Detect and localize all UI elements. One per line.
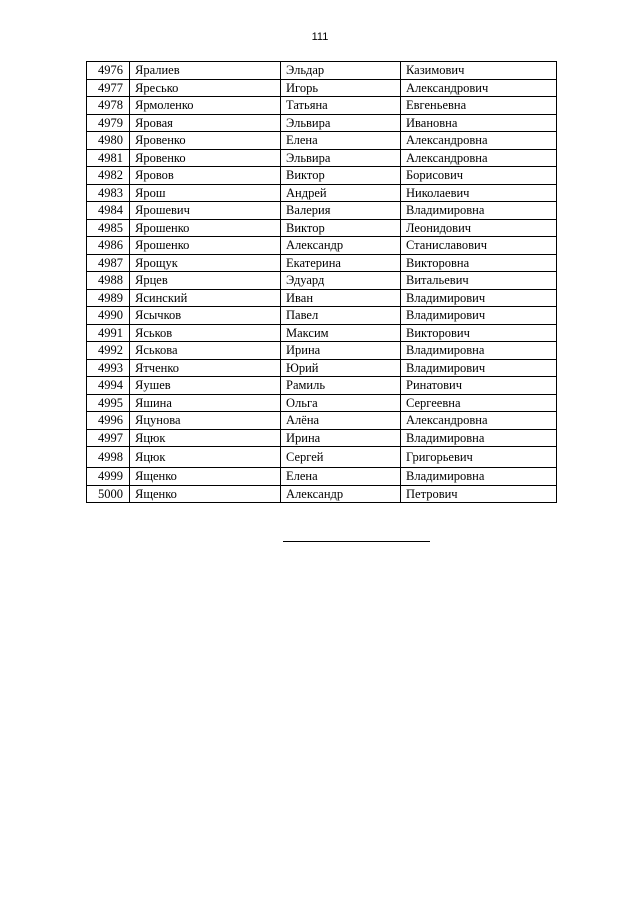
patronymic-cell: Викторовна <box>401 254 557 272</box>
table-row <box>87 289 557 307</box>
first-name-cell: Игорь <box>281 79 401 97</box>
patronymic-cell: Борисович <box>401 167 557 185</box>
row-number-cell: 4984 <box>87 202 130 220</box>
surname-cell: Яцюк <box>130 429 281 447</box>
registry-body <box>87 62 557 503</box>
first-name-cell: Александр <box>281 485 401 503</box>
row-number-cell: 4993 <box>87 359 130 377</box>
table-row <box>87 377 557 395</box>
first-name-cell: Алёна <box>281 412 401 430</box>
surname-cell: Ярошевич <box>130 202 281 220</box>
surname-cell: Яровенко <box>130 149 281 167</box>
patronymic-cell: Евгеньевна <box>401 97 557 115</box>
first-name-cell: Ольга <box>281 394 401 412</box>
first-name-cell: Юрий <box>281 359 401 377</box>
first-name-cell: Павел <box>281 307 401 325</box>
first-name-cell: Эльвира <box>281 149 401 167</box>
table-row <box>87 149 557 167</box>
surname-cell: Ярошенко <box>130 237 281 255</box>
first-name-cell: Ирина <box>281 429 401 447</box>
row-number-cell: 4997 <box>87 429 130 447</box>
patronymic-cell: Сергеевна <box>401 394 557 412</box>
table-row <box>87 184 557 202</box>
row-number-cell: 4989 <box>87 289 130 307</box>
table-row <box>87 468 557 486</box>
first-name-cell: Александр <box>281 237 401 255</box>
patronymic-cell: Александровна <box>401 412 557 430</box>
patronymic-cell: Казимович <box>401 62 557 80</box>
patronymic-cell: Леонидович <box>401 219 557 237</box>
first-name-cell: Екатерина <box>281 254 401 272</box>
first-name-cell: Татьяна <box>281 97 401 115</box>
row-number-cell: 4995 <box>87 394 130 412</box>
row-number-cell: 4976 <box>87 62 130 80</box>
table-row <box>87 114 557 132</box>
patronymic-cell: Владимировна <box>401 202 557 220</box>
first-name-cell: Рамиль <box>281 377 401 395</box>
table-row <box>87 272 557 290</box>
table-row <box>87 237 557 255</box>
row-number-cell: 4978 <box>87 97 130 115</box>
table-row <box>87 485 557 503</box>
row-number-cell: 4992 <box>87 342 130 360</box>
table-row <box>87 324 557 342</box>
table-row <box>87 79 557 97</box>
table-row <box>87 202 557 220</box>
surname-cell: Ятченко <box>130 359 281 377</box>
row-number-cell: 4977 <box>87 79 130 97</box>
surname-cell: Ясычков <box>130 307 281 325</box>
row-number-cell: 4998 <box>87 447 130 468</box>
table-row <box>87 394 557 412</box>
first-name-cell: Валерия <box>281 202 401 220</box>
row-number-cell: 4980 <box>87 132 130 150</box>
table-row <box>87 219 557 237</box>
surname-cell: Ярошенко <box>130 219 281 237</box>
first-name-cell: Максим <box>281 324 401 342</box>
row-number-cell: 4996 <box>87 412 130 430</box>
table-row <box>87 254 557 272</box>
table-row <box>87 412 557 430</box>
table-row <box>87 167 557 185</box>
first-name-cell: Эдуард <box>281 272 401 290</box>
surname-cell: Яцюк <box>130 447 281 468</box>
row-number-cell: 4990 <box>87 307 130 325</box>
row-number-cell: 4983 <box>87 184 130 202</box>
surname-cell: Яцунова <box>130 412 281 430</box>
row-number-cell: 4991 <box>87 324 130 342</box>
first-name-cell: Эльвира <box>281 114 401 132</box>
table-row <box>87 62 557 80</box>
patronymic-cell: Станиславович <box>401 237 557 255</box>
table-row <box>87 307 557 325</box>
patronymic-cell: Ивановна <box>401 114 557 132</box>
surname-cell: Ярцев <box>130 272 281 290</box>
patronymic-cell: Владимировна <box>401 342 557 360</box>
row-number-cell: 4981 <box>87 149 130 167</box>
surname-cell: Яровов <box>130 167 281 185</box>
row-number-cell: 5000 <box>87 485 130 503</box>
table-row <box>87 359 557 377</box>
row-number-cell: 4986 <box>87 237 130 255</box>
patronymic-cell: Владимирович <box>401 359 557 377</box>
patronymic-cell: Владимирович <box>401 289 557 307</box>
table-row <box>87 97 557 115</box>
surname-cell: Ясинский <box>130 289 281 307</box>
surname-cell: Яськов <box>130 324 281 342</box>
row-number-cell: 4987 <box>87 254 130 272</box>
surname-cell: Ярош <box>130 184 281 202</box>
first-name-cell: Сергей <box>281 447 401 468</box>
page-number: 111 <box>311 31 329 43</box>
end-of-list-line <box>283 541 430 542</box>
row-number-cell: 4979 <box>87 114 130 132</box>
surname-cell: Яровая <box>130 114 281 132</box>
surname-cell: Ященко <box>130 468 281 486</box>
first-name-cell: Ирина <box>281 342 401 360</box>
first-name-cell: Эльдар <box>281 62 401 80</box>
patronymic-cell: Ринатович <box>401 377 557 395</box>
table-row <box>87 429 557 447</box>
patronymic-cell: Григорьевич <box>401 447 557 468</box>
patronymic-cell: Викторович <box>401 324 557 342</box>
surname-cell: Яушев <box>130 377 281 395</box>
row-number-cell: 4988 <box>87 272 130 290</box>
name-registry-table <box>86 61 557 503</box>
first-name-cell: Иван <box>281 289 401 307</box>
row-number-cell: 4999 <box>87 468 130 486</box>
patronymic-cell: Александрович <box>401 79 557 97</box>
patronymic-cell: Александровна <box>401 132 557 150</box>
patronymic-cell: Петрович <box>401 485 557 503</box>
table-row <box>87 447 557 468</box>
patronymic-cell: Владимировна <box>401 429 557 447</box>
surname-cell: Яровенко <box>130 132 281 150</box>
patronymic-cell: Витальевич <box>401 272 557 290</box>
first-name-cell: Елена <box>281 468 401 486</box>
first-name-cell: Виктор <box>281 219 401 237</box>
first-name-cell: Елена <box>281 132 401 150</box>
patronymic-cell: Александровна <box>401 149 557 167</box>
surname-cell: Яшина <box>130 394 281 412</box>
row-number-cell: 4985 <box>87 219 130 237</box>
patronymic-cell: Николаевич <box>401 184 557 202</box>
surname-cell: Яськова <box>130 342 281 360</box>
patronymic-cell: Владимировна <box>401 468 557 486</box>
surname-cell: Яралиев <box>130 62 281 80</box>
surname-cell: Ярмоленко <box>130 97 281 115</box>
surname-cell: Ярощук <box>130 254 281 272</box>
table-row <box>87 342 557 360</box>
row-number-cell: 4994 <box>87 377 130 395</box>
patronymic-cell: Владимирович <box>401 307 557 325</box>
row-number-cell: 4982 <box>87 167 130 185</box>
first-name-cell: Андрей <box>281 184 401 202</box>
table-row <box>87 132 557 150</box>
first-name-cell: Виктор <box>281 167 401 185</box>
surname-cell: Ященко <box>130 485 281 503</box>
surname-cell: Яресько <box>130 79 281 97</box>
